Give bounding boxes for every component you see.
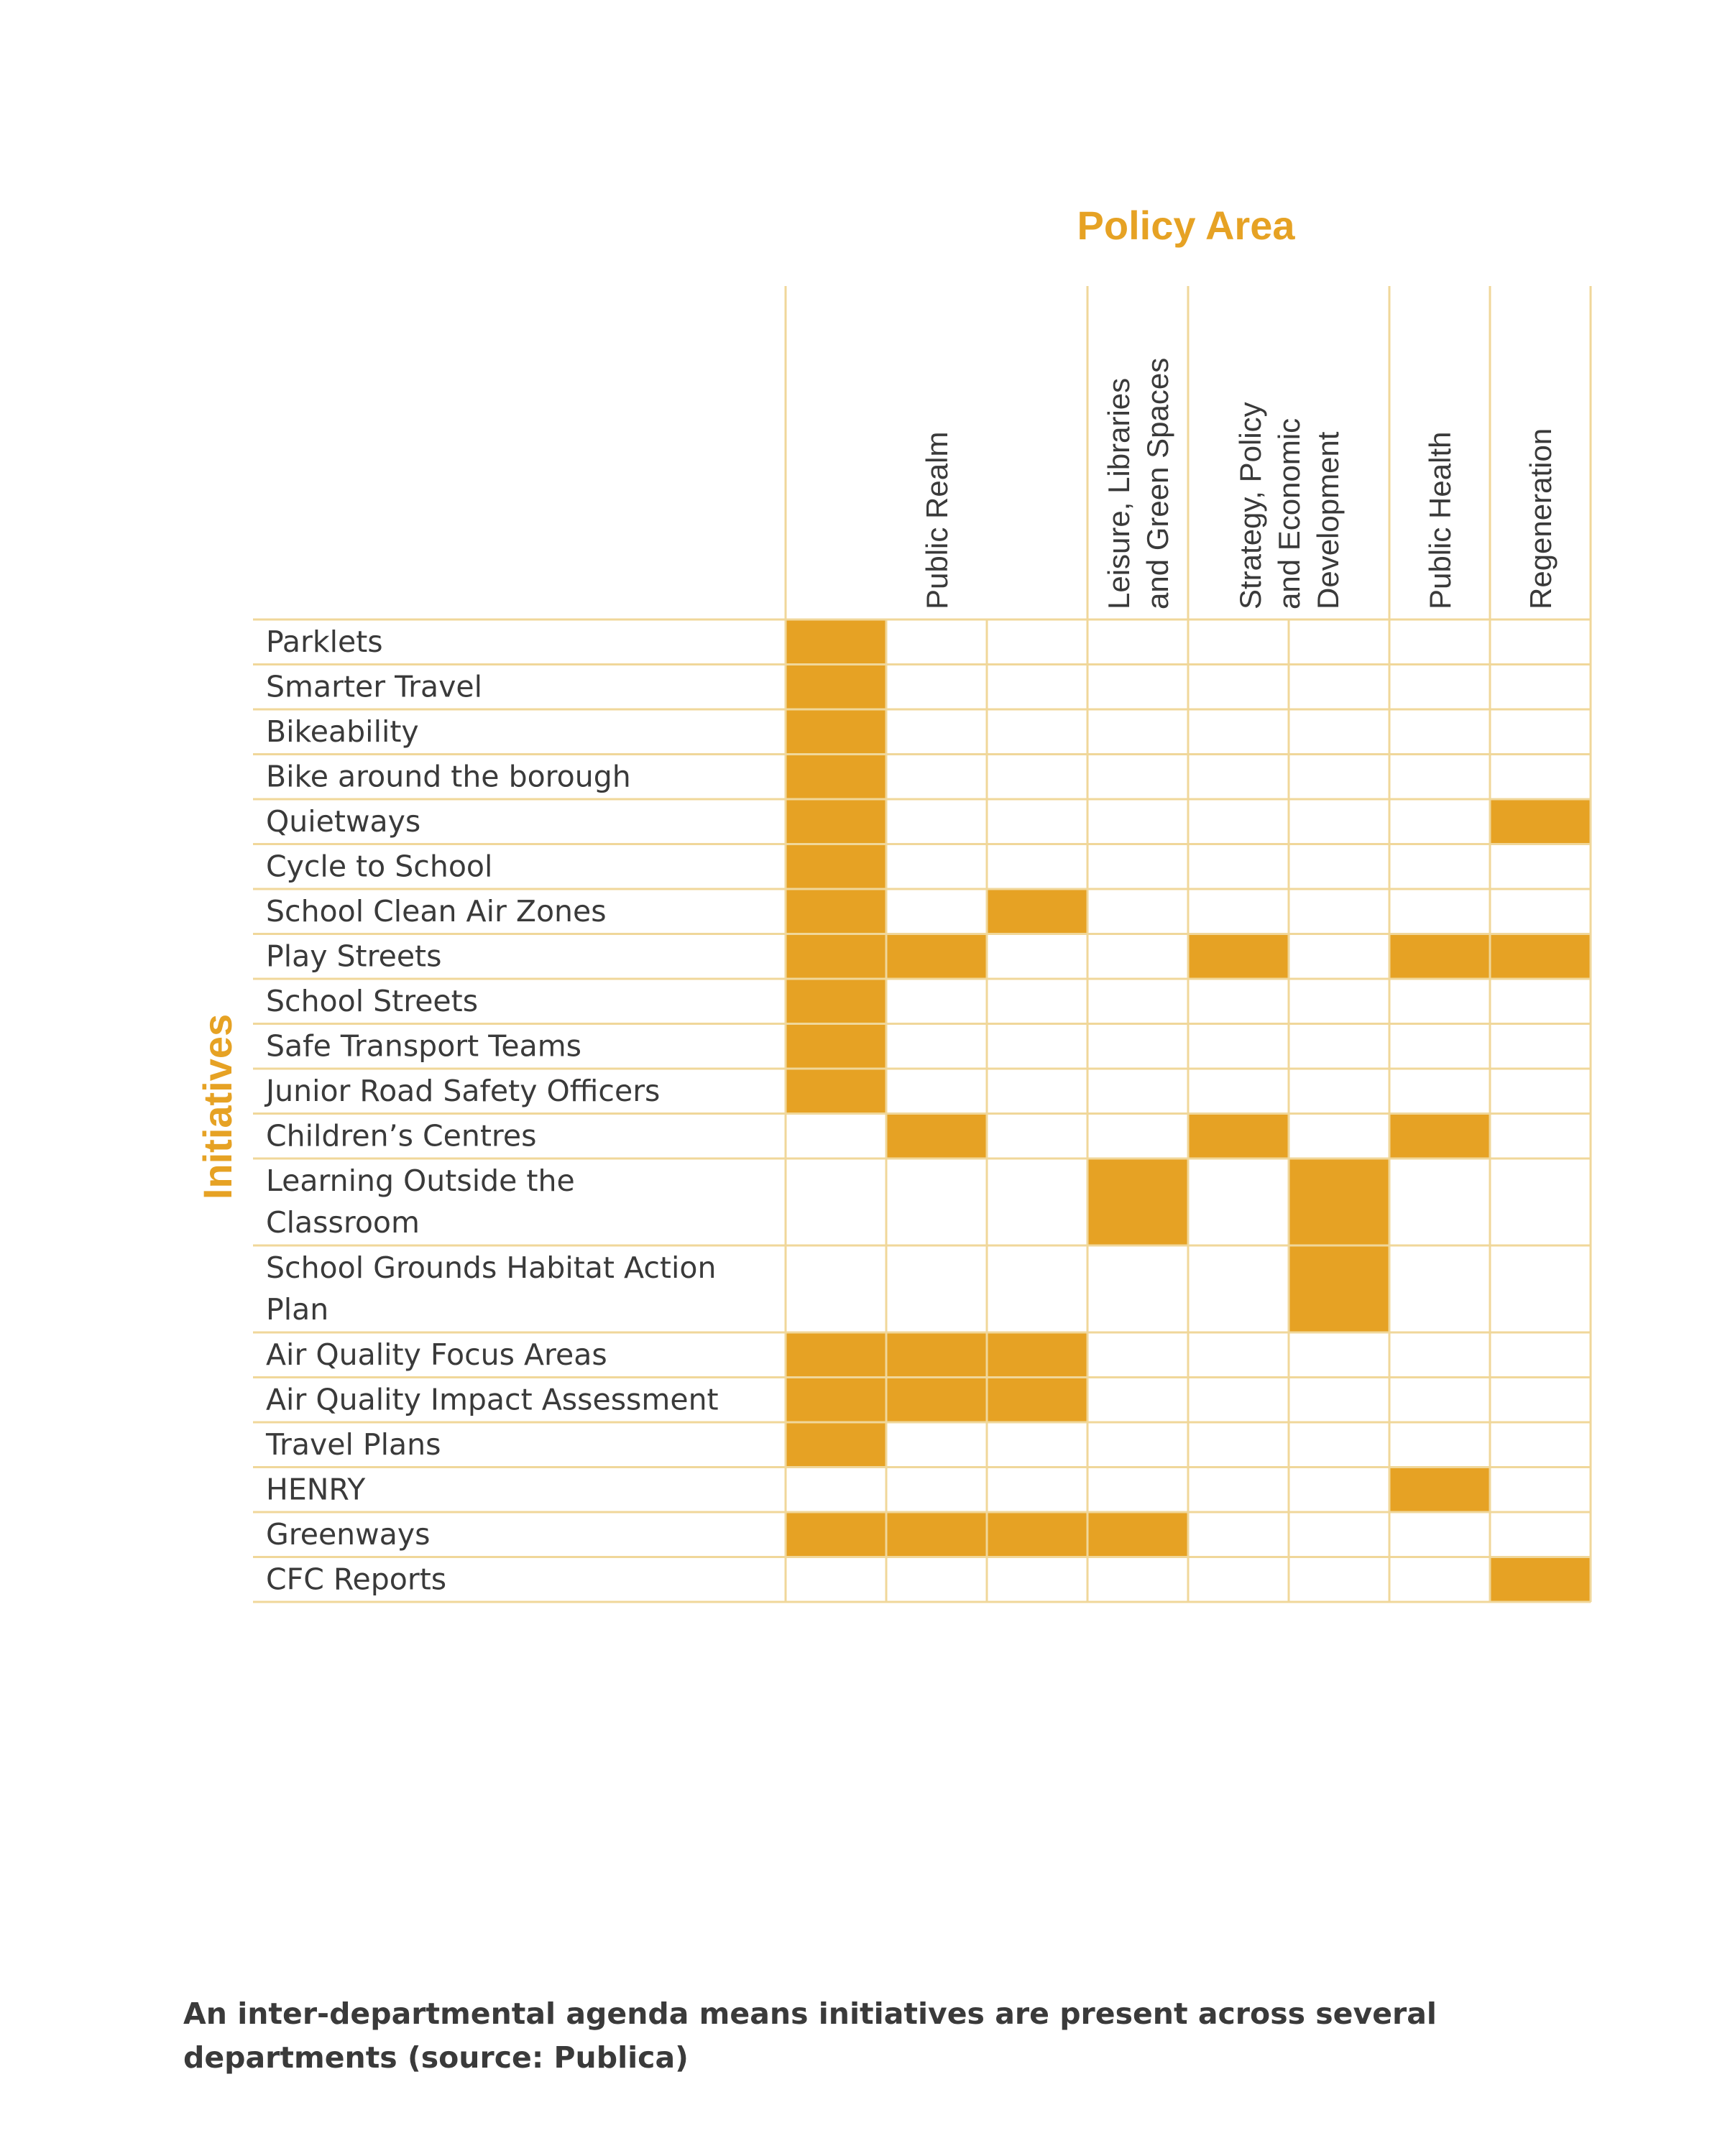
row-label (264, 1074, 660, 1108)
row-label (266, 1562, 446, 1597)
filled-cell (1389, 1114, 1491, 1159)
row-label-line: Learning Outside the (266, 1164, 575, 1198)
row-label (266, 849, 492, 884)
row-label-line: Play Streets (266, 939, 442, 974)
row-label (266, 1119, 536, 1153)
row-label (266, 939, 441, 974)
column-header-line: Development (1311, 431, 1345, 609)
filled-cell (786, 934, 887, 980)
row-label (266, 1517, 430, 1552)
row-label-line: Quietways (266, 804, 421, 839)
row-label-line: Air Quality Impact Assessment (266, 1382, 719, 1417)
row-label (266, 1337, 607, 1372)
filled-cell (786, 844, 887, 890)
filled-cell (1289, 1158, 1390, 1246)
row-label-line: School Clean Air Zones (266, 894, 607, 929)
filled-cell (786, 709, 887, 755)
chart-title: Policy Area (1077, 203, 1295, 248)
filled-cell (786, 1512, 887, 1557)
row-label-line: Bikeability (266, 714, 419, 749)
row-label-line: Parklets (266, 625, 383, 659)
row-label (266, 714, 419, 749)
row-label-line: Plan (266, 1292, 329, 1327)
row-label-line: Junior Road Safety Officers (266, 1074, 661, 1108)
row-label-line: HENRY (266, 1472, 366, 1507)
row-label (266, 1250, 716, 1327)
row-label (266, 670, 482, 704)
row-label-line: Air Quality Focus Areas (266, 1337, 607, 1372)
column-header-line: and Green Spaces (1141, 357, 1174, 609)
row-label (266, 984, 478, 1018)
filled-cell (1490, 799, 1591, 844)
filled-cell (1188, 934, 1289, 980)
column-header-line: Leisure, Libraries (1102, 377, 1136, 609)
figure-caption: An inter-departmental agenda means initiatives are present across several departments (source: Publica) (183, 1996, 1437, 2075)
column-header-label (1423, 432, 1457, 609)
column-header-line: Public Health (1423, 431, 1457, 609)
row-label (266, 625, 383, 659)
row-label (266, 804, 420, 839)
filled-cell (786, 1069, 887, 1114)
filled-cell (786, 799, 887, 844)
row-label-line: Bike around the borough (266, 759, 631, 794)
filled-cell (1490, 934, 1591, 980)
filled-cell (886, 1512, 988, 1557)
column-header-label (1233, 402, 1345, 609)
filled-cell (1087, 1158, 1189, 1246)
filled-cell (1490, 1557, 1591, 1603)
row-label (266, 1029, 581, 1064)
row-label-line: Cycle to School (266, 849, 493, 884)
filled-cell (886, 934, 988, 980)
row-label-line: Greenways (266, 1517, 431, 1552)
row-label (266, 760, 631, 794)
filled-cell (1389, 1468, 1491, 1513)
filled-cell (886, 1114, 988, 1159)
row-label-line: Classroom (266, 1205, 420, 1240)
column-header-line: Strategy, Policy (1233, 402, 1267, 609)
row-label-line: CFC Reports (266, 1562, 447, 1597)
filled-cell (987, 889, 1088, 934)
row-axis-title: Initiatives (195, 1013, 240, 1200)
filled-cell (786, 619, 887, 665)
filled-cell (1188, 1114, 1289, 1159)
column-header-label (920, 432, 954, 609)
filled-cell (786, 979, 887, 1024)
row-label-line: Smarter Travel (266, 669, 483, 704)
filled-cell (786, 889, 887, 934)
row-label (265, 1427, 441, 1462)
filled-cell (1389, 934, 1491, 980)
row-label-line: Travel Plans (266, 1427, 441, 1462)
filled-cell (786, 1378, 887, 1423)
filled-cell (987, 1512, 1088, 1557)
row-label (266, 1473, 366, 1507)
row-label-line: Safe Transport Teams (266, 1028, 581, 1064)
column-header-line: Public Realm (920, 431, 954, 609)
filled-cell (786, 665, 887, 710)
filled-cell (1289, 1245, 1390, 1333)
row-label-line: School Grounds Habitat Action (266, 1250, 717, 1285)
filled-cell (786, 1332, 887, 1378)
row-label (266, 894, 607, 929)
filled-cell (987, 1332, 1088, 1378)
filled-cell (786, 1024, 887, 1069)
filled-cell (886, 1332, 988, 1378)
column-header-label (1102, 358, 1174, 609)
row-label (266, 1164, 575, 1240)
filled-cell (786, 1422, 887, 1468)
filled-cell (886, 1378, 988, 1423)
filled-cell (987, 1378, 1088, 1423)
column-header-line: and Economic (1272, 418, 1306, 609)
filled-cell (1087, 1512, 1189, 1557)
row-label (266, 1383, 719, 1417)
filled-cell (786, 755, 887, 800)
column-header-label (1524, 428, 1558, 609)
row-label-line: Children’s Centres (266, 1118, 537, 1153)
column-header-line: Regeneration (1524, 428, 1558, 609)
row-label-line: School Streets (266, 984, 479, 1018)
